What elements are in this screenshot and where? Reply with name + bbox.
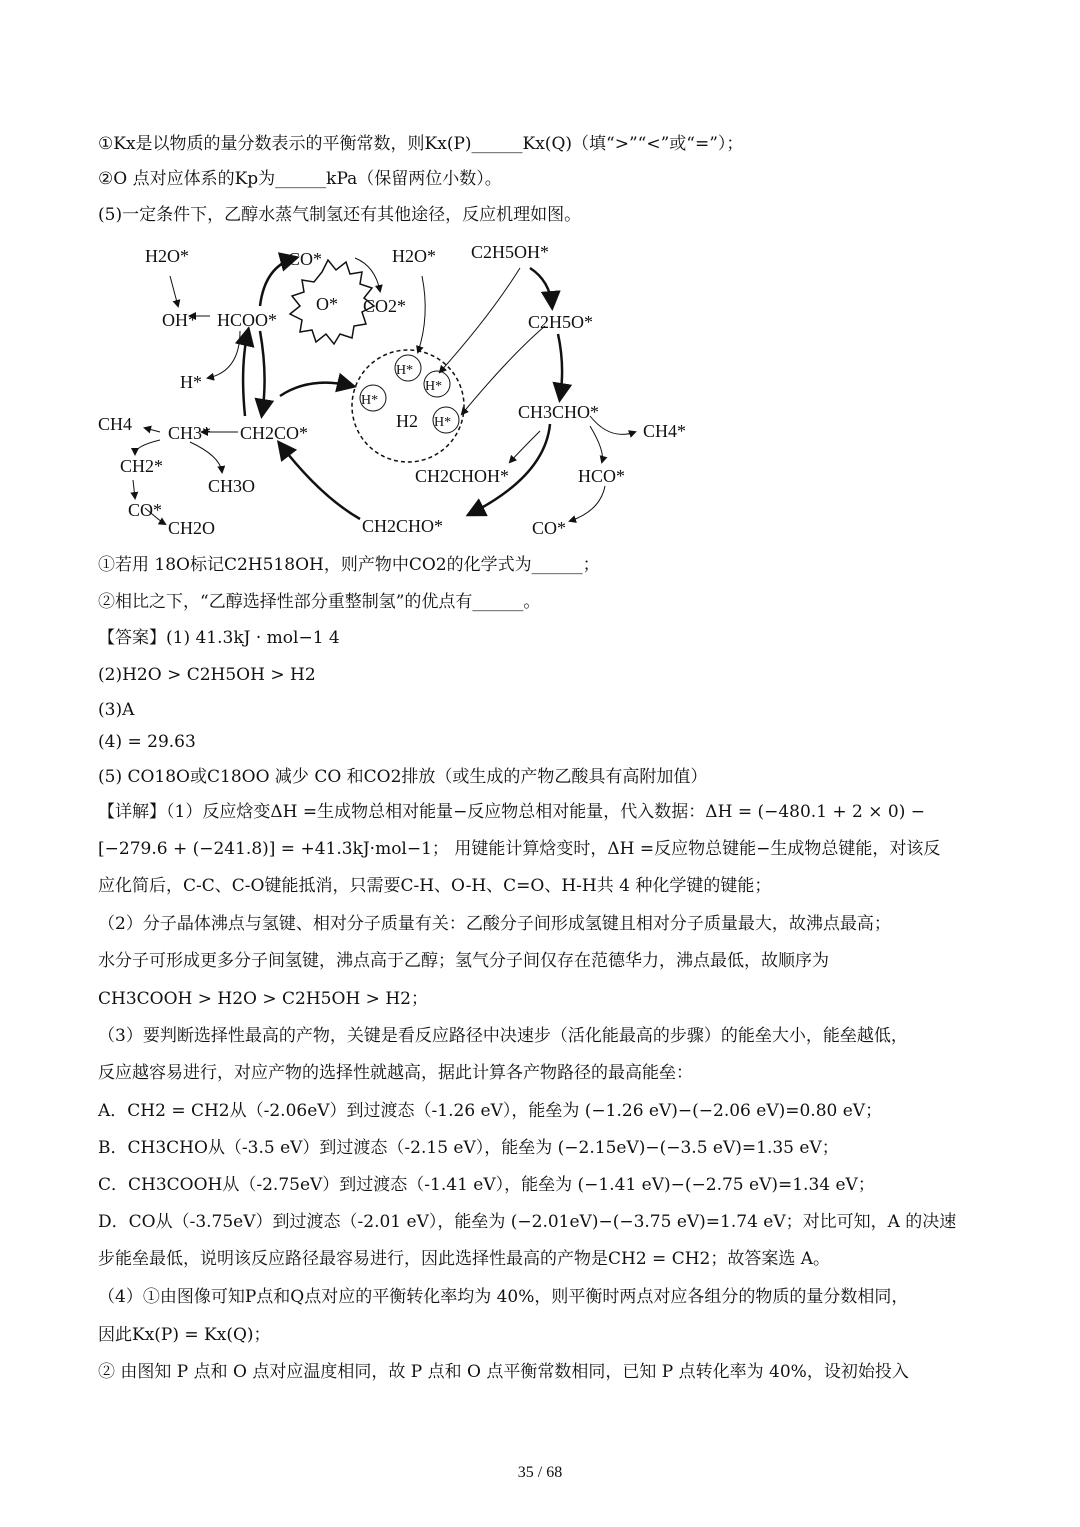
question-5-intro: (5)一定条件下，乙醇水蒸气制氢还有其他途径，反应机理如图。 [98, 205, 582, 225]
label-h2: H2 [396, 411, 418, 431]
label-co-top: CO* [288, 249, 323, 269]
question-4-2: ②O 点对应体系的Kp为______kPa（保留两位小数）。 [98, 169, 502, 189]
label-oh: OH* [162, 310, 197, 330]
label-h-c1: H* [396, 363, 414, 378]
label-ch4-right: CH4* [643, 421, 687, 441]
label-ch2choh: CH2CHOH* [415, 466, 510, 486]
explain-3a: （3）要判断选择性最高的产物，关键是看反应路径中决速步（活化能最高的步骤）的能垒大小，能垒越低， [98, 1026, 908, 1046]
explain-3b: 反应越容易进行，对应产物的选择性就越高，据此计算各产物路径的最高能垒： [98, 1063, 693, 1083]
explain-3-conclusion: 步能垒最低，说明该反应路径最容易进行，因此选择性最高的产物是CH2 = CH2；故答案选 A。 [98, 1249, 831, 1269]
explain-1c: 应化简后，C-C、C-O键能抵消，只需要C-H、O-H、C=O、H-H共 4 种化学键的键能； [98, 876, 772, 896]
explain-4a: （4）①由图像可知P点和Q点对应的平衡转化率均为 40%，则平衡时两点对应各组分的物质的量分数相同， [98, 1287, 909, 1307]
label-ch3cho: CH3CHO* [518, 402, 600, 422]
label-ch2co: CH2CO* [240, 423, 309, 443]
explain-3-option-d: D．CO从（-3.75eV）到过渡态（-2.01 eV），能垒为 (−2.01eV)−(−3.75 eV)=1.74 eV；对比可知，A 的决速 [98, 1212, 957, 1232]
label-h2o-left: H2O* [145, 246, 189, 266]
answer-3: (3)A [98, 700, 135, 720]
explain-1a: 【详解】（1）反应焓变ΔH =生成物总相对能量−反应物总相对能量，代入数据：ΔH = (−480.1 + 2 × 0) − [98, 802, 926, 822]
label-co-left: CO* [128, 500, 163, 520]
label-hco: HCO* [578, 466, 626, 486]
explain-3-option-b: B．CH3CHO从（-3.5 eV）到过渡态（-2.15 eV），能垒为 (−2.15eV)−(−3.5 eV)=1.35 eV； [98, 1138, 839, 1158]
label-ch3o: CH3O [208, 476, 256, 496]
label-ch2: CH2* [120, 456, 164, 476]
label-h-c3: H* [361, 393, 379, 408]
page-number: 35 / 68 [517, 1464, 563, 1481]
label-o-center: O* [316, 294, 338, 314]
label-ch2cho: CH2CHO* [362, 516, 444, 536]
label-co-bottom: CO* [532, 518, 567, 538]
reaction-mechanism-diagram [90, 236, 710, 548]
label-h-c4: H* [434, 415, 452, 430]
explain-2b: 水分子可形成更多分子间氢键，沸点高于乙醇；氢气分子间仅存在范德华力，沸点最低，故顺序为 [98, 951, 829, 971]
answer-5: (5) CO18O或C18OO 减少 CO 和CO2排放（或生成的产物乙酸具有高附加值） [98, 767, 708, 787]
label-ch2o: CH2O [168, 518, 216, 538]
explain-2c: CH3COOH > H2O > C2H5OH > H2； [98, 989, 428, 1009]
label-ch3: CH3* [168, 423, 212, 443]
label-co2: CO2* [363, 296, 407, 316]
answer-header: 【答案】(1) 41.3kJ · mol−1 4 [98, 628, 340, 648]
explain-4b: 因此Kx(P) = Kx(Q)； [98, 1325, 271, 1345]
explain-4c: ② 由图知 P 点和 O 点对应温度相同，故 P 点和 O 点平衡常数相同，已知 P 点转化率为 40%，设初始投入 [98, 1362, 909, 1382]
explain-2a: （2）分子晶体沸点与氢键、相对分子质量有关：乙酸分子间形成氢键且相对分子质量最大，故沸点最高； [98, 914, 891, 934]
label-h2o-mid: H2O* [392, 246, 436, 266]
label-c2h5oh: C2H5OH* [471, 242, 550, 262]
label-h-c2: H* [425, 379, 443, 394]
explain-3-option-a: A．CH2 = CH2从（-2.06eV）到过渡态（-1.26 eV），能垒为 (−1.26 eV)−(−2.06 eV)=0.80 eV； [98, 1101, 883, 1121]
question-5-2: ②相比之下，“乙醇选择性部分重整制氢”的优点有______。 [98, 592, 541, 612]
label-ch4-left: CH4 [98, 414, 133, 434]
explain-3-option-c: C．CH3COOH从（-2.75eV）到过渡态（-1.41 eV），能垒为 (−1.41 eV)−(−2.75 eV)=1.34 eV； [98, 1175, 875, 1195]
label-c2h5o: C2H5O* [528, 312, 594, 332]
answer-4: (4) = 29.63 [98, 732, 196, 752]
question-5-1: ①若用 18O标记C2H518OH，则产物中CO2的化学式为______； [98, 555, 600, 575]
label-hcoo: HCOO* [217, 310, 278, 330]
question-4-1: ①Kx是以物质的量分数表示的平衡常数，则Kx(P)______Kx(Q)（填“>”“<”或“=”）； [98, 134, 744, 154]
answer-2: (2)H2O > C2H5OH > H2 [98, 665, 316, 685]
explain-1b: [−279.6 + (−241.8)] = +41.3kJ·mol−1； 用键能计算焓变时，ΔH =反应物总键能−生成物总键能，对该反 [98, 839, 941, 859]
label-h-left: H* [180, 372, 202, 392]
